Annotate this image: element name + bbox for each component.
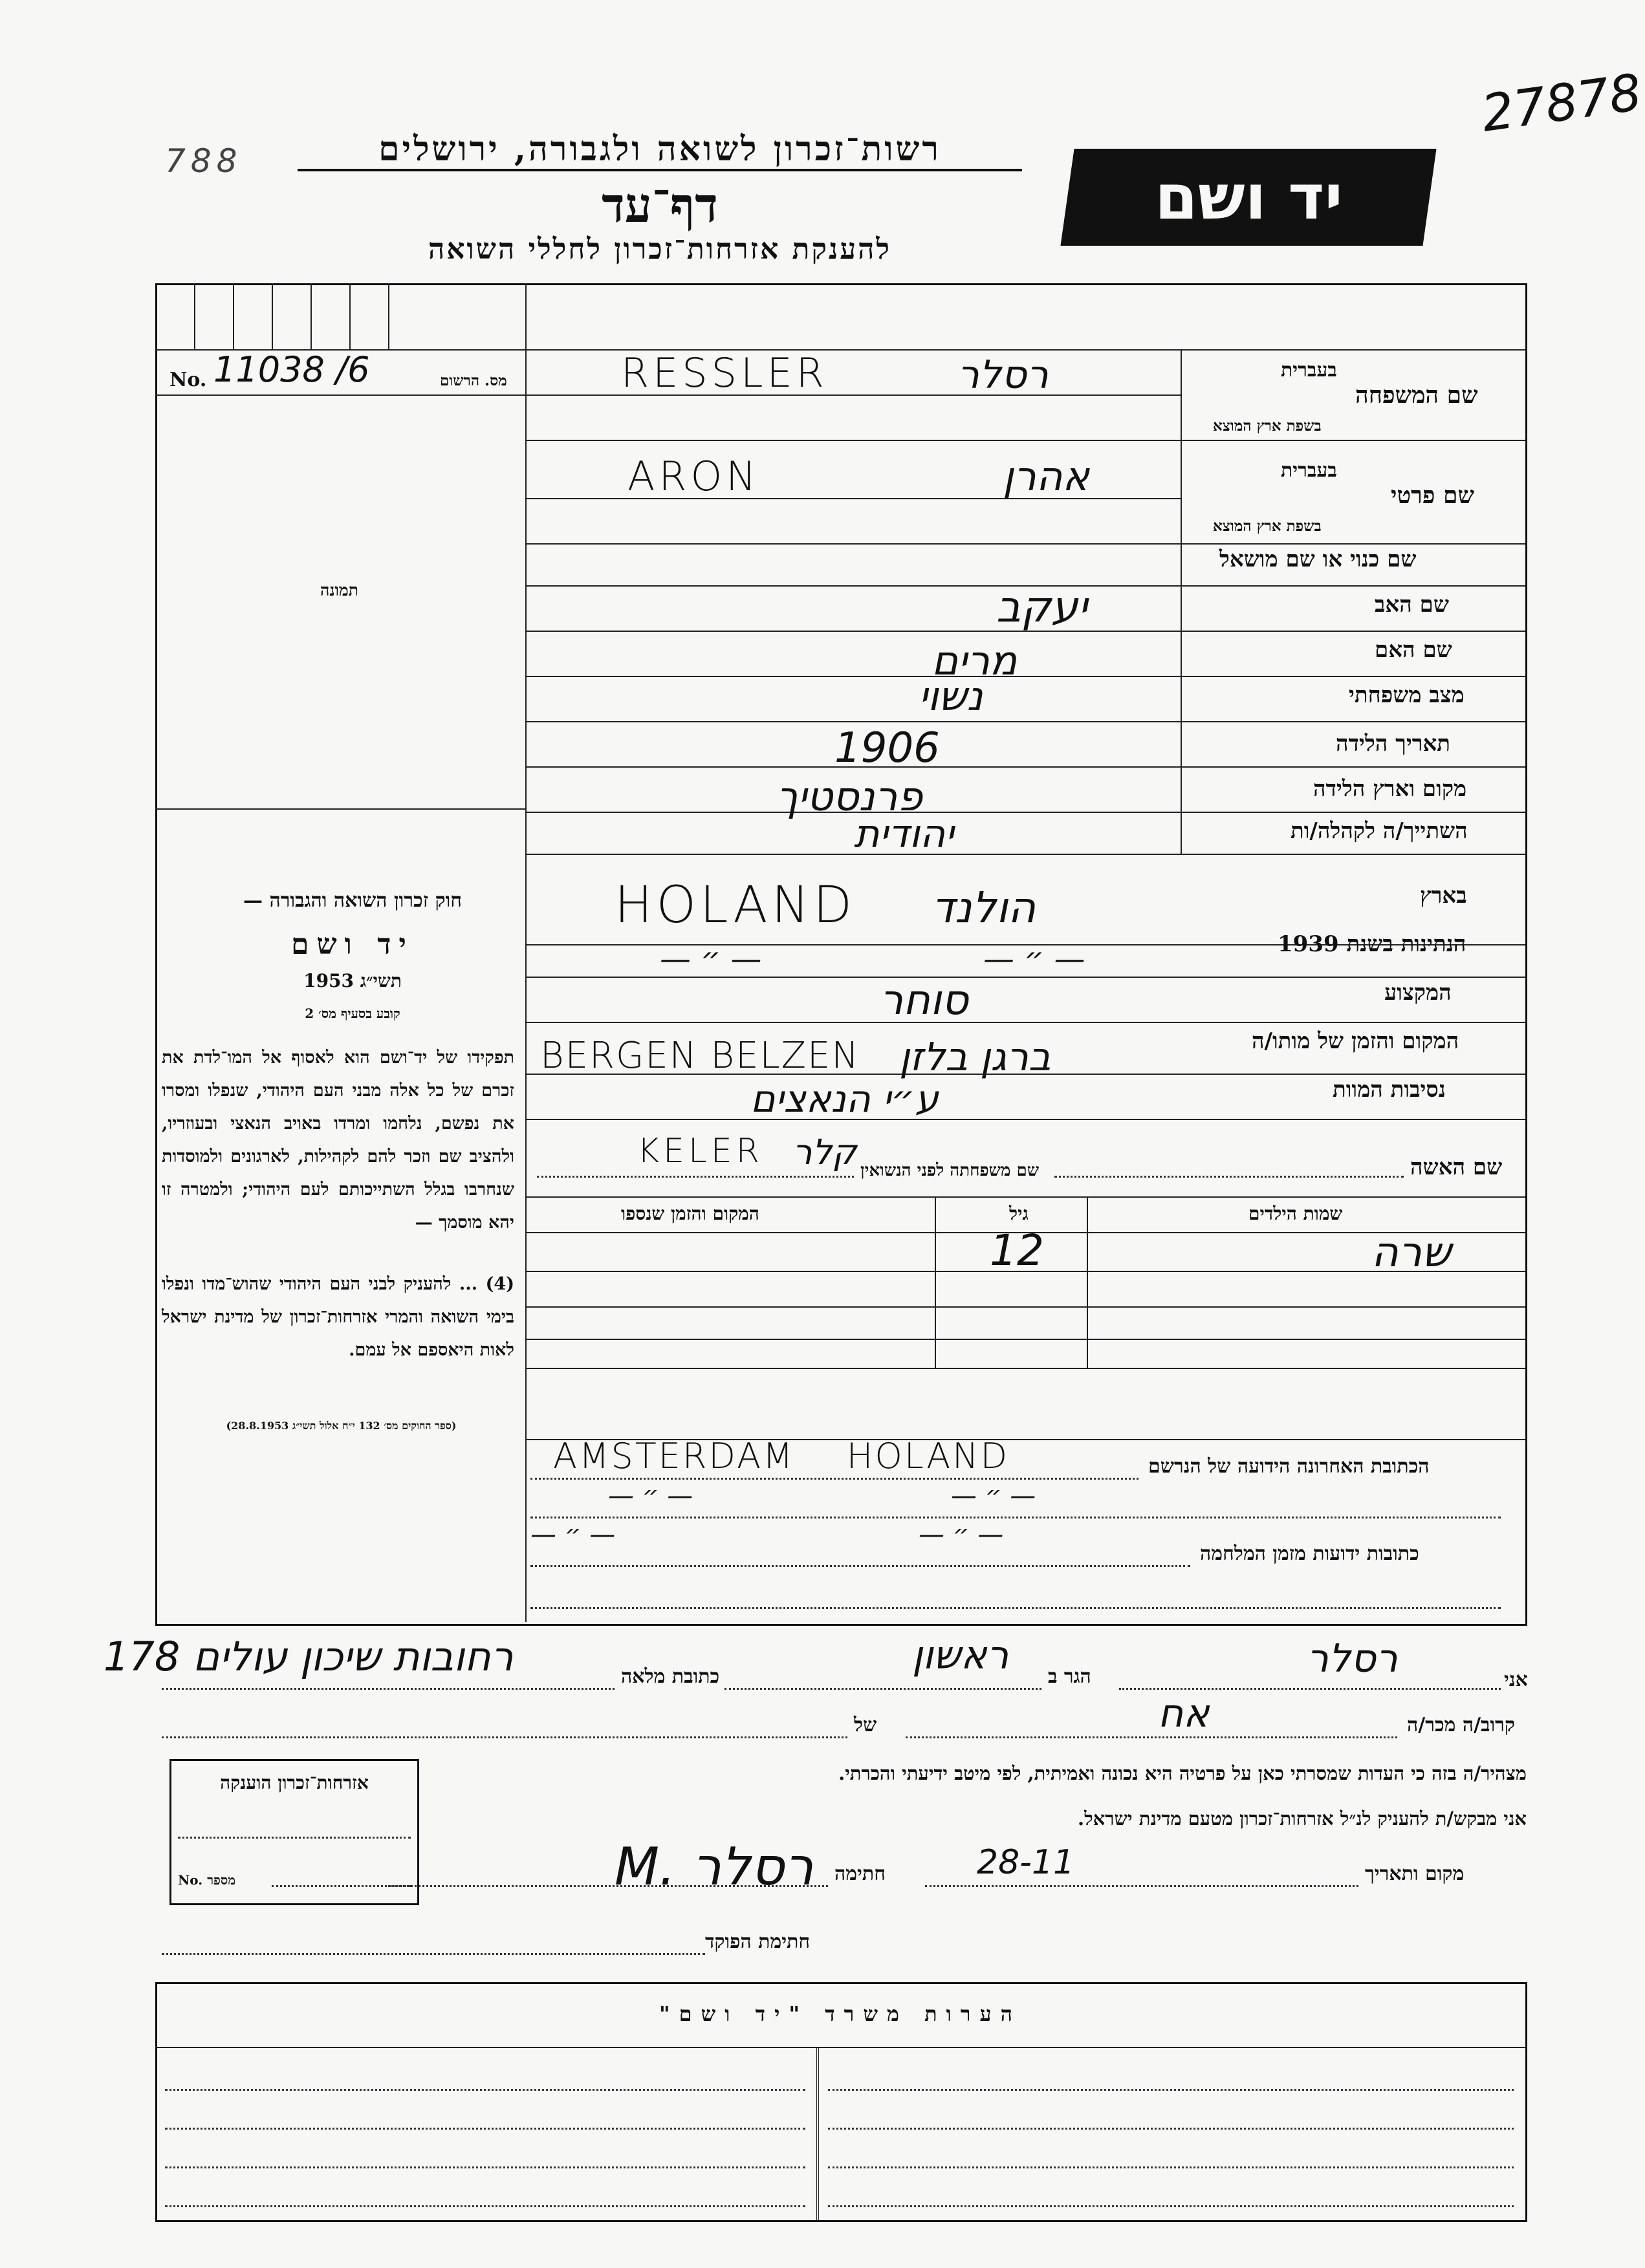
signature-value: M. רסלר [615, 1837, 814, 1897]
form-subtitle: להענקת אזרחות־זכרון לחללי השואה [428, 233, 891, 266]
nickname-label: שם כנוי או שם מושאל [1219, 546, 1417, 572]
of-label: של [854, 1714, 877, 1736]
registration-label: מס. הרשום [440, 372, 507, 389]
family-name-origin-label: בשפת ארץ המוצא [1213, 417, 1322, 435]
date-value: 28-11 [977, 1843, 1075, 1882]
wife-latin: KELER [637, 1132, 763, 1171]
award-box-title: אזרחות־זכרון הוענקה [220, 1772, 369, 1793]
father-value: יעקב [996, 582, 1088, 632]
first-name-hebrew-label: בעברית [1281, 459, 1337, 482]
community-value: יהודית [854, 812, 954, 857]
declaration-line-2: אני מבקש/ת להעניק לנ״ל אזרחות־זכרון מטעם מדינת ישראל. [1078, 1808, 1527, 1830]
wife-label: שם האשה [1410, 1154, 1503, 1180]
officer-signature-label: חתימת הפוקד [705, 1930, 811, 1953]
father-label: שם האב [1375, 592, 1449, 618]
country-hebrew: הולנד [931, 883, 1036, 933]
child-age-header: גיל [1009, 1203, 1029, 1224]
wife-hebrew: קלר [792, 1132, 857, 1172]
law-paragraph-1: תפקידו של יד־ושם הוא לאסוף אל המו־לדת את זכרם של כל אלה מבני העם היהודי, שנפלו ומסרו את נפשם, נלחמו ומרדו באויב הנאצי ובעוזריו, ולהציב שם וזכר להם לקהילות, לארגונים ולמוסדות שנחרבו בגלל השתייכותם לעם היהודי; ולמטרה זו יהא מוסמך — [162, 1048, 514, 1233]
relative-label: קרוב/ה מכר/ה [1407, 1714, 1515, 1736]
first-name-latin: ARON [627, 453, 760, 500]
relation-value: אח [1158, 1691, 1210, 1736]
child-name-value: שרה [1371, 1229, 1452, 1277]
child-age-value: 12 [990, 1226, 1044, 1275]
residing-in-label: הגר ב [1048, 1665, 1091, 1688]
award-box-number-label: No. מספר [178, 1872, 236, 1888]
family-name-label: שם המשפחה [1355, 382, 1478, 409]
last-address-ditto-1: — ״ — [608, 1481, 693, 1511]
notes-title: הערות משרד "יד ושם" [659, 2002, 1022, 2026]
last-address-label: הכתובת האחרונה הידועה של הנרשם [1148, 1455, 1430, 1478]
declarant-i-label: אני [1504, 1669, 1528, 1691]
death-place-latin: BERGEN BELZEN [540, 1035, 860, 1077]
stamp-number: 788 [165, 142, 243, 180]
full-address-label: כתובת מלאה [621, 1665, 720, 1688]
first-name-origin-label: בשפת ארץ המוצא [1213, 517, 1322, 535]
wartime-address-ditto-1: — ״ — [530, 1520, 616, 1550]
birth-place-label: מקום וארץ הלידה [1313, 776, 1467, 802]
law-paragraph-2: (4) ... להעניק לבני העם היהודי שהוש־מדו ונפלו בימי השואה והמרי אזרחות־זכרון של מדינת ישראל לאות היאספם אל עמם. [162, 1274, 514, 1360]
photo-label: תמונה [320, 581, 358, 599]
declaration-line-1: מצהיר/ה בזה כי העדות שמסרתי כאן על פרטיה היא נכונה ואמיתית, לפי מיטב ידיעתי והכרתי. [838, 1762, 1527, 1784]
wife-maiden-label: שם משפחתה לפני הנשואין [860, 1161, 1040, 1180]
death-place-label: המקום והזמן של מותו/ה [1252, 1028, 1459, 1054]
death-place-hebrew: ברגן בלזן [899, 1035, 1051, 1080]
form-title: דף־עד [602, 178, 718, 233]
first-name-label: שם פרטי [1391, 482, 1474, 509]
death-circumstances-label: נסיבות המוות [1333, 1077, 1446, 1103]
place-date-label: מקום ותאריך [1365, 1863, 1465, 1885]
yad-vashem-logo [1060, 149, 1436, 246]
declarant-city-value: ראשון [912, 1633, 1009, 1678]
country-label: בארץ [1420, 883, 1467, 909]
marital-status-value: נשוי [919, 673, 983, 720]
profession-label: המקצוע [1384, 980, 1452, 1006]
citizenship-value: — ״ — [660, 941, 762, 977]
family-name-hebrew: רסלר [957, 352, 1049, 398]
declarant-address-value: רחובות שיכון עולים 178 [103, 1633, 514, 1680]
citizenship-label: הנתינות בשנת 1939 [1278, 931, 1466, 957]
birth-date-value: 1906 [834, 724, 940, 772]
law-title: חוק זכרון השואה והגבורה — [243, 889, 462, 912]
registration-no-value: 11038 /6 [213, 349, 370, 390]
citizenship-value-2: — ״ — [983, 941, 1085, 977]
last-address-value: AMSTERDAM HOLAND [553, 1436, 1010, 1476]
wartime-address-label: כתובות ידועות מזמן המלחמה [1200, 1542, 1419, 1565]
birth-place-value: פרנסטיך [776, 773, 923, 820]
archive-number: 27878 [1477, 63, 1645, 144]
registration-no-label: No. [169, 369, 207, 391]
community-label: השתייך/ה לקהלה/ות [1291, 818, 1468, 844]
country-latin: HOLAND [615, 876, 856, 934]
mother-value: מרים [931, 637, 1018, 684]
declarant-name-value: רסלר [1307, 1636, 1398, 1681]
marital-status-label: מצב משפחתי [1349, 682, 1465, 708]
mother-label: שם האם [1375, 637, 1452, 663]
organization-line: רשות־זכרון לשואה ולגבורה, ירושלים [298, 129, 1022, 171]
law-source: (ספר החוקים מס׳ 132 י״ח אלול תשי״ג 28.8.1953) [226, 1420, 457, 1432]
last-address-ditto-2: — ״ — [951, 1481, 1036, 1511]
birth-date-label: תאריך הלידה [1336, 731, 1451, 757]
law-section: קובע בסעיף מס׳ 2 [305, 1006, 400, 1021]
family-name-latin: RESSLER [621, 349, 828, 396]
family-name-hebrew-label: בעברית [1281, 359, 1337, 382]
signature-label: חתימה [834, 1863, 886, 1885]
child-place-header: המקום והזמן שנספו [621, 1203, 759, 1224]
logo-text: יד ושם [1154, 161, 1343, 233]
first-name-hebrew: אהרן [1003, 453, 1089, 500]
wartime-address-ditto-2: — ״ — [919, 1520, 1004, 1550]
death-circumstances-value: ע״י הנאצים [750, 1077, 939, 1121]
law-year: תשי״ג 1953 [303, 970, 402, 991]
profession-value: סוחר [880, 977, 968, 1024]
children-names-header: שמות הילדים [1248, 1203, 1343, 1224]
law-name: יד ושם [291, 928, 414, 961]
